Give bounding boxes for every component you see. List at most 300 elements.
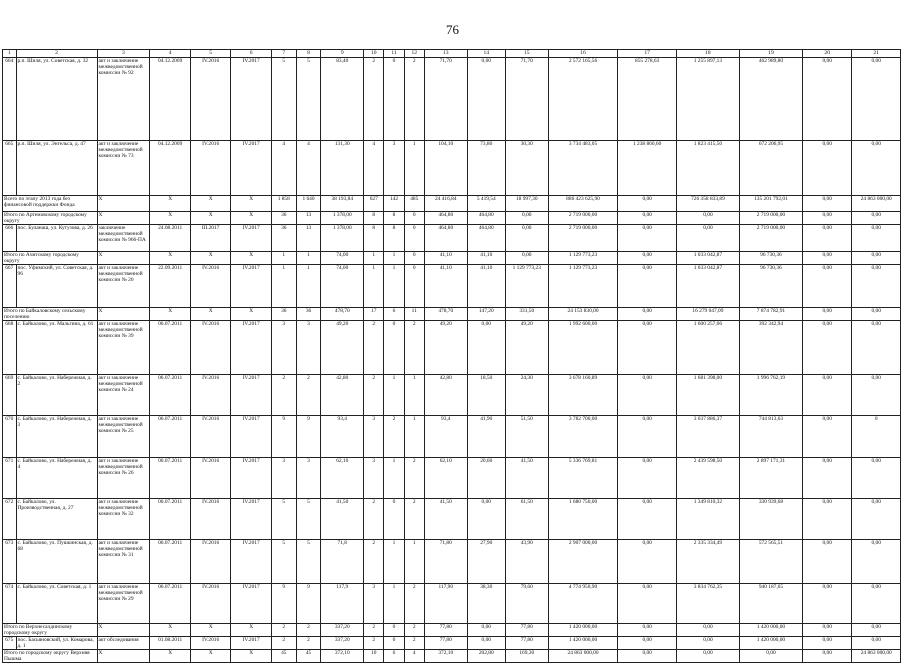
- cell: IV.2017: [231, 375, 272, 416]
- cell: 10: [364, 650, 384, 663]
- cell: 30,30: [505, 141, 548, 196]
- cell: 855 278,63: [618, 58, 677, 141]
- cell: IV.2017: [231, 499, 272, 540]
- cell: 0,00: [802, 584, 852, 624]
- cell: 1 420 000,00: [548, 637, 618, 650]
- cell: 0,00: [852, 375, 901, 416]
- cell: 0,00: [618, 321, 677, 375]
- cell: 2: [364, 375, 384, 416]
- cell: Х: [190, 624, 231, 637]
- cell: 104,10: [424, 141, 467, 196]
- cell: 2: [404, 321, 424, 375]
- column-number: 1: [3, 50, 17, 58]
- cell: акт и заключение межведомственной комиссии № 73: [97, 141, 150, 196]
- cell: акт и заключение межведомственной комиссии № 32: [97, 499, 150, 540]
- cell: 1 992 600,00: [548, 321, 618, 375]
- cell: 0,00: [802, 540, 852, 584]
- cell: 2 572 165,56: [548, 58, 618, 141]
- cell: р.п. Шиля, ул. Советская, д. 32: [16, 58, 97, 141]
- cell: IV.2016: [190, 637, 231, 650]
- table-row: [3, 499, 901, 540]
- cell: 06.07.2011: [150, 375, 191, 416]
- subtotal-label: Итого по Верхнесалдинскому городскому округу: [3, 624, 98, 637]
- cell: 73,80: [467, 141, 505, 196]
- cell: 2: [364, 499, 384, 540]
- cell: 0,00: [802, 458, 852, 499]
- cell: 04.12.2009: [150, 141, 191, 196]
- cell: 0,00: [618, 196, 677, 212]
- cell: 2: [296, 637, 321, 650]
- cell: 2 907 000,00: [548, 540, 618, 584]
- cell: 1: [296, 265, 321, 308]
- cell: 96 730,36: [739, 252, 802, 265]
- cell: 83,40: [321, 58, 364, 141]
- cell: 93,4: [321, 416, 364, 458]
- cell: Х: [97, 650, 150, 663]
- cell: 77,80: [505, 637, 548, 650]
- cell: 2: [364, 321, 384, 375]
- cell: 71,8: [321, 540, 364, 584]
- cell: 06.07.2011: [150, 416, 191, 458]
- cell: 1 420 000,00: [739, 637, 802, 650]
- cell: 16 279 047,09: [676, 308, 739, 321]
- subtotal-row: [3, 252, 901, 265]
- cell: 726 358 833,89: [676, 196, 739, 212]
- cell: 1: [384, 584, 404, 624]
- cell: 17: [364, 308, 384, 321]
- cell: 3: [364, 458, 384, 499]
- column-number: 16: [548, 50, 618, 58]
- cell: 0: [384, 58, 404, 141]
- cell: 43,90: [505, 540, 548, 584]
- cell: Х: [97, 308, 150, 321]
- cell: 9: [296, 584, 321, 624]
- cell: 1 858: [271, 196, 296, 212]
- cell: 61,50: [505, 499, 548, 540]
- cell: 1: [296, 252, 321, 265]
- cell: 2: [364, 624, 384, 637]
- subtotal-label: Итого по Ачитскому городскому округу: [3, 252, 98, 265]
- cell: IV.2016: [190, 540, 231, 584]
- cell: 41,10: [424, 252, 467, 265]
- cell: 36: [271, 225, 296, 252]
- cell: 06.07.2011: [150, 540, 191, 584]
- cell: с. Байкалово, ул. Набережная, д. 2: [16, 375, 97, 416]
- cell: 667: [3, 265, 17, 308]
- cell: 2: [271, 637, 296, 650]
- cell: 1 378,00: [321, 212, 364, 225]
- cell: 0,00: [618, 540, 677, 584]
- cell: 3 734 483,05: [548, 141, 618, 196]
- cell: 74,00: [321, 252, 364, 265]
- cell: 1: [384, 375, 404, 416]
- cell: 5: [296, 58, 321, 141]
- cell: 0,00: [467, 624, 505, 637]
- table-row: [3, 458, 901, 499]
- cell: 0,00: [618, 265, 677, 308]
- cell: 464,80: [467, 212, 505, 225]
- cell: 0,00: [467, 499, 505, 540]
- column-number: 9: [321, 50, 364, 58]
- cell: 36: [271, 212, 296, 225]
- cell: Х: [231, 212, 272, 225]
- cell: 0: [384, 321, 404, 375]
- cell: 392 342,94: [739, 321, 802, 375]
- cell: 668: [3, 321, 17, 375]
- cell: 744 813,63: [739, 416, 802, 458]
- cell: 4: [296, 141, 321, 196]
- cell: 0,00: [802, 252, 852, 265]
- cell: IV.2016: [190, 375, 231, 416]
- column-number: 7: [271, 50, 296, 58]
- cell: 886 423 625,90: [548, 196, 618, 212]
- cell: 2: [271, 624, 296, 637]
- column-number: 21: [852, 50, 901, 58]
- cell: Х: [190, 252, 231, 265]
- cell: 1: [404, 416, 424, 458]
- cell: 1 823 415,50: [676, 141, 739, 196]
- cell: 1 129 773,23: [548, 252, 618, 265]
- cell: IV.2017: [231, 321, 272, 375]
- cell: 1 033 042,87: [676, 252, 739, 265]
- cell: 672 206,95: [739, 141, 802, 196]
- cell: 1: [271, 252, 296, 265]
- cell: 666: [3, 225, 17, 252]
- cell: 0: [384, 624, 404, 637]
- cell: 0: [404, 265, 424, 308]
- cell: 0,00: [467, 321, 505, 375]
- subtotal-label: Итого по Байкаловскому сельскому поселению: [3, 308, 98, 321]
- cell: 24 416,84: [424, 196, 467, 212]
- cell: IV.2017: [231, 141, 272, 196]
- cell: 22.09.2011: [150, 265, 191, 308]
- cell: 49,20: [424, 321, 467, 375]
- cell: 1: [364, 265, 384, 308]
- cell: 1: [384, 458, 404, 499]
- cell: 0,00: [852, 637, 901, 650]
- cell: 0,00: [505, 252, 548, 265]
- cell: 27,90: [467, 540, 505, 584]
- cell: акт и заключение межведомственной комиссии № 24: [97, 375, 150, 416]
- cell: 0,00: [618, 650, 677, 663]
- cell: 9: [271, 416, 296, 458]
- cell: 2: [364, 637, 384, 650]
- cell: 1 996 762,19: [739, 375, 802, 416]
- cell: 672: [3, 499, 17, 540]
- cell: 41,10: [467, 265, 505, 308]
- cell: 4: [271, 141, 296, 196]
- cell: 330 939,68: [739, 499, 802, 540]
- cell: 337,20: [321, 624, 364, 637]
- cell: 71,70: [505, 58, 548, 141]
- cell: 0,00: [852, 212, 901, 225]
- table-row: [3, 416, 901, 458]
- cell: 8: [364, 225, 384, 252]
- cell: 13: [296, 212, 321, 225]
- cell: 0: [384, 499, 404, 540]
- cell: 1 033 042,87: [676, 265, 739, 308]
- cell: 2: [404, 584, 424, 624]
- cell: 06.07.2011: [150, 584, 191, 624]
- column-number: 18: [676, 50, 739, 58]
- cell: 1 640: [296, 196, 321, 212]
- cell: 62,10: [424, 458, 467, 499]
- cell: 8: [364, 212, 384, 225]
- cell: 6: [384, 650, 404, 663]
- cell: 464,80: [424, 225, 467, 252]
- cell: 372,10: [424, 650, 467, 663]
- table-row: [3, 265, 901, 308]
- subtotal-row: [3, 650, 901, 663]
- cell: 42,80: [424, 375, 467, 416]
- cell: IV.2017: [231, 225, 272, 252]
- cell: 79,60: [505, 584, 548, 624]
- cell: 1: [404, 141, 424, 196]
- cell: 2: [296, 624, 321, 637]
- cell: 49,20: [321, 321, 364, 375]
- cell: 0,00: [467, 58, 505, 141]
- cell: 1 680 750,00: [548, 499, 618, 540]
- subtotal-row: [3, 212, 901, 225]
- cell: 1 349 810,32: [676, 499, 739, 540]
- cell: 1 129 773,23: [505, 265, 548, 308]
- cell: 2: [404, 458, 424, 499]
- column-number: 4: [150, 50, 191, 58]
- cell: 478,70: [321, 308, 364, 321]
- cell: Х: [97, 212, 150, 225]
- cell: 1: [384, 252, 404, 265]
- cell: 1: [404, 540, 424, 584]
- table-row: [3, 141, 901, 196]
- cell: 627: [364, 196, 384, 212]
- cell: 9: [271, 584, 296, 624]
- table-row: [3, 321, 901, 375]
- cell: с. Байкалово, ул. Мальгина, д. 61: [16, 321, 97, 375]
- cell: 11: [404, 308, 424, 321]
- cell: 41,10: [424, 265, 467, 308]
- cell: 2 897 171,31: [739, 458, 802, 499]
- cell: акт и заключение межведомственной комиссии № 29: [97, 584, 150, 624]
- cell: 0,00: [852, 321, 901, 375]
- cell: 147,20: [467, 308, 505, 321]
- cell: IV.2016: [190, 499, 231, 540]
- cell: Х: [97, 196, 150, 212]
- cell: 0: [384, 637, 404, 650]
- cell: 670: [3, 416, 17, 458]
- cell: 2: [384, 416, 404, 458]
- cell: 0,00: [802, 499, 852, 540]
- cell: 8: [384, 212, 404, 225]
- cell: Х: [190, 212, 231, 225]
- cell: 0,00: [802, 321, 852, 375]
- cell: 135 201 792,01: [739, 196, 802, 212]
- cell: 24.08.2011: [150, 225, 191, 252]
- cell: акт и заключение межведомственной комиссии № 20: [97, 265, 150, 308]
- cell: 1 600 257,06: [676, 321, 739, 375]
- cell: 0,00: [852, 308, 901, 321]
- cell: 665: [3, 141, 17, 196]
- cell: 331,50: [505, 308, 548, 321]
- cell: 18,50: [467, 375, 505, 416]
- cell: Х: [231, 308, 272, 321]
- column-number: 19: [739, 50, 802, 58]
- table-row: [3, 584, 901, 624]
- cell: Х: [97, 624, 150, 637]
- cell: 0,00: [739, 650, 802, 663]
- cell: 0,00: [802, 637, 852, 650]
- cell: Х: [190, 650, 231, 663]
- cell: 62,10: [321, 458, 364, 499]
- column-number: 17: [618, 50, 677, 58]
- cell: пос. Басьяновский, ул. Комарова, д. 1: [16, 637, 97, 650]
- cell: 1: [384, 540, 404, 584]
- column-number: 8: [296, 50, 321, 58]
- cell: IV.2017: [231, 416, 272, 458]
- cell: 3 037 886,37: [676, 416, 739, 458]
- cell: 74,00: [321, 265, 364, 308]
- cell: 0,00: [802, 58, 852, 141]
- cell: 0: [404, 212, 424, 225]
- cell: IV.2016: [190, 458, 231, 499]
- cell: 2 719 000,00: [548, 212, 618, 225]
- cell: 0: [404, 252, 424, 265]
- cell: 96 730,36: [739, 265, 802, 308]
- cell: пос. Буланаш, ул. Кутузова, д. 26: [16, 225, 97, 252]
- cell: 0,00: [505, 212, 548, 225]
- cell: 169,30: [505, 650, 548, 663]
- cell: 0,00: [618, 584, 677, 624]
- cell: Х: [150, 252, 191, 265]
- cell: IV.2017: [231, 458, 272, 499]
- cell: 0,00: [618, 212, 677, 225]
- cell: IV.2016: [190, 265, 231, 308]
- cell: 24 153 830,00: [548, 308, 618, 321]
- column-number: 6: [231, 50, 272, 58]
- cell: Х: [150, 308, 191, 321]
- cell: 0,00: [802, 624, 852, 637]
- cell: 2: [404, 58, 424, 141]
- cell: 0,00: [676, 624, 739, 637]
- cell: 3: [271, 321, 296, 375]
- cell: IV.2016: [190, 58, 231, 141]
- cell: IV.2017: [231, 584, 272, 624]
- cell: 0,00: [852, 458, 901, 499]
- cell: 5: [271, 540, 296, 584]
- cell: 478,70: [424, 308, 467, 321]
- cell: 462 989,80: [739, 58, 802, 141]
- cell: 3: [384, 141, 404, 196]
- column-number: 2: [16, 50, 97, 58]
- cell: 0,00: [676, 650, 739, 663]
- cell: 0,00: [802, 225, 852, 252]
- cell: 117,90: [424, 584, 467, 624]
- subtotal-row: [3, 308, 901, 321]
- cell: 0,00: [676, 225, 739, 252]
- cell: 3: [296, 458, 321, 499]
- cell: 664: [3, 58, 17, 141]
- cell: 142: [384, 196, 404, 212]
- cell: 8: [384, 225, 404, 252]
- cell: 5: [271, 499, 296, 540]
- table-row: [3, 637, 901, 650]
- column-number: 20: [802, 50, 852, 58]
- cell: Х: [190, 196, 231, 212]
- cell: 77,80: [505, 624, 548, 637]
- cell: 51,50: [505, 416, 548, 458]
- cell: 2: [404, 499, 424, 540]
- cell: 0,00: [852, 252, 901, 265]
- cell: 93,4: [424, 416, 467, 458]
- page-number: 76: [446, 22, 459, 37]
- cell: акт и заключение межведомственной комиссии № 92: [97, 58, 150, 141]
- cell: 20,60: [467, 458, 505, 499]
- cell: 1 378,00: [321, 225, 364, 252]
- table-row: [3, 540, 901, 584]
- cell: 42,80: [321, 375, 364, 416]
- cell: 372,10: [321, 650, 364, 663]
- cell: 0,00: [618, 308, 677, 321]
- column-number: 5: [190, 50, 231, 58]
- cell: 0,00: [802, 265, 852, 308]
- cell: 0: [852, 416, 901, 458]
- subtotal-label: Итого по городскому округу Верхняя Пышма: [3, 650, 98, 663]
- cell: 117,9: [321, 584, 364, 624]
- cell: 0,00: [618, 375, 677, 416]
- cell: 1 681 398,00: [676, 375, 739, 416]
- cell: 04.12.2009: [150, 58, 191, 141]
- cell: III.2017: [190, 225, 231, 252]
- subtotal-label: Итого по Артемовскому городскому округу: [3, 212, 98, 225]
- cell: 675: [3, 637, 17, 650]
- cell: 5 336 769,81: [548, 458, 618, 499]
- cell: 0,00: [618, 416, 677, 458]
- cell: 0,00: [618, 637, 677, 650]
- cell: Х: [150, 196, 191, 212]
- cell: 485: [404, 196, 424, 212]
- cell: акт и заключение межведомственной комиссии № 25: [97, 416, 150, 458]
- column-number: 12: [404, 50, 424, 58]
- cell: 0,00: [802, 416, 852, 458]
- cell: 4 774 950,90: [548, 584, 618, 624]
- cell: 9: [296, 416, 321, 458]
- cell: 2 335 334,49: [676, 540, 739, 584]
- cell: 71,80: [424, 540, 467, 584]
- cell: 2: [364, 540, 384, 584]
- subtotal-row: [3, 624, 901, 637]
- cell: Х: [150, 212, 191, 225]
- cell: 06.07.2011: [150, 458, 191, 499]
- cell: с. Байкалово, ул. Набережная, д. 3: [16, 416, 97, 458]
- table-row: [3, 375, 901, 416]
- cell: 0,00: [852, 540, 901, 584]
- cell: 3: [364, 584, 384, 624]
- cell: 464,80: [467, 225, 505, 252]
- cell: 671: [3, 458, 17, 499]
- cell: заключение межведомственной комиссии № 966-ПА: [97, 225, 150, 252]
- cell: 71,70: [424, 58, 467, 141]
- cell: 1 238 860,60: [618, 141, 677, 196]
- cell: 41,90: [467, 416, 505, 458]
- cell: IV.2017: [231, 540, 272, 584]
- cell: 24 863 000,00: [852, 650, 901, 663]
- cell: Х: [150, 624, 191, 637]
- cell: 0,00: [802, 141, 852, 196]
- cell: 0,00: [618, 252, 677, 265]
- cell: 0,00: [618, 225, 677, 252]
- table-row: [3, 225, 901, 252]
- cell: 2: [404, 624, 424, 637]
- cell: 4: [404, 650, 424, 663]
